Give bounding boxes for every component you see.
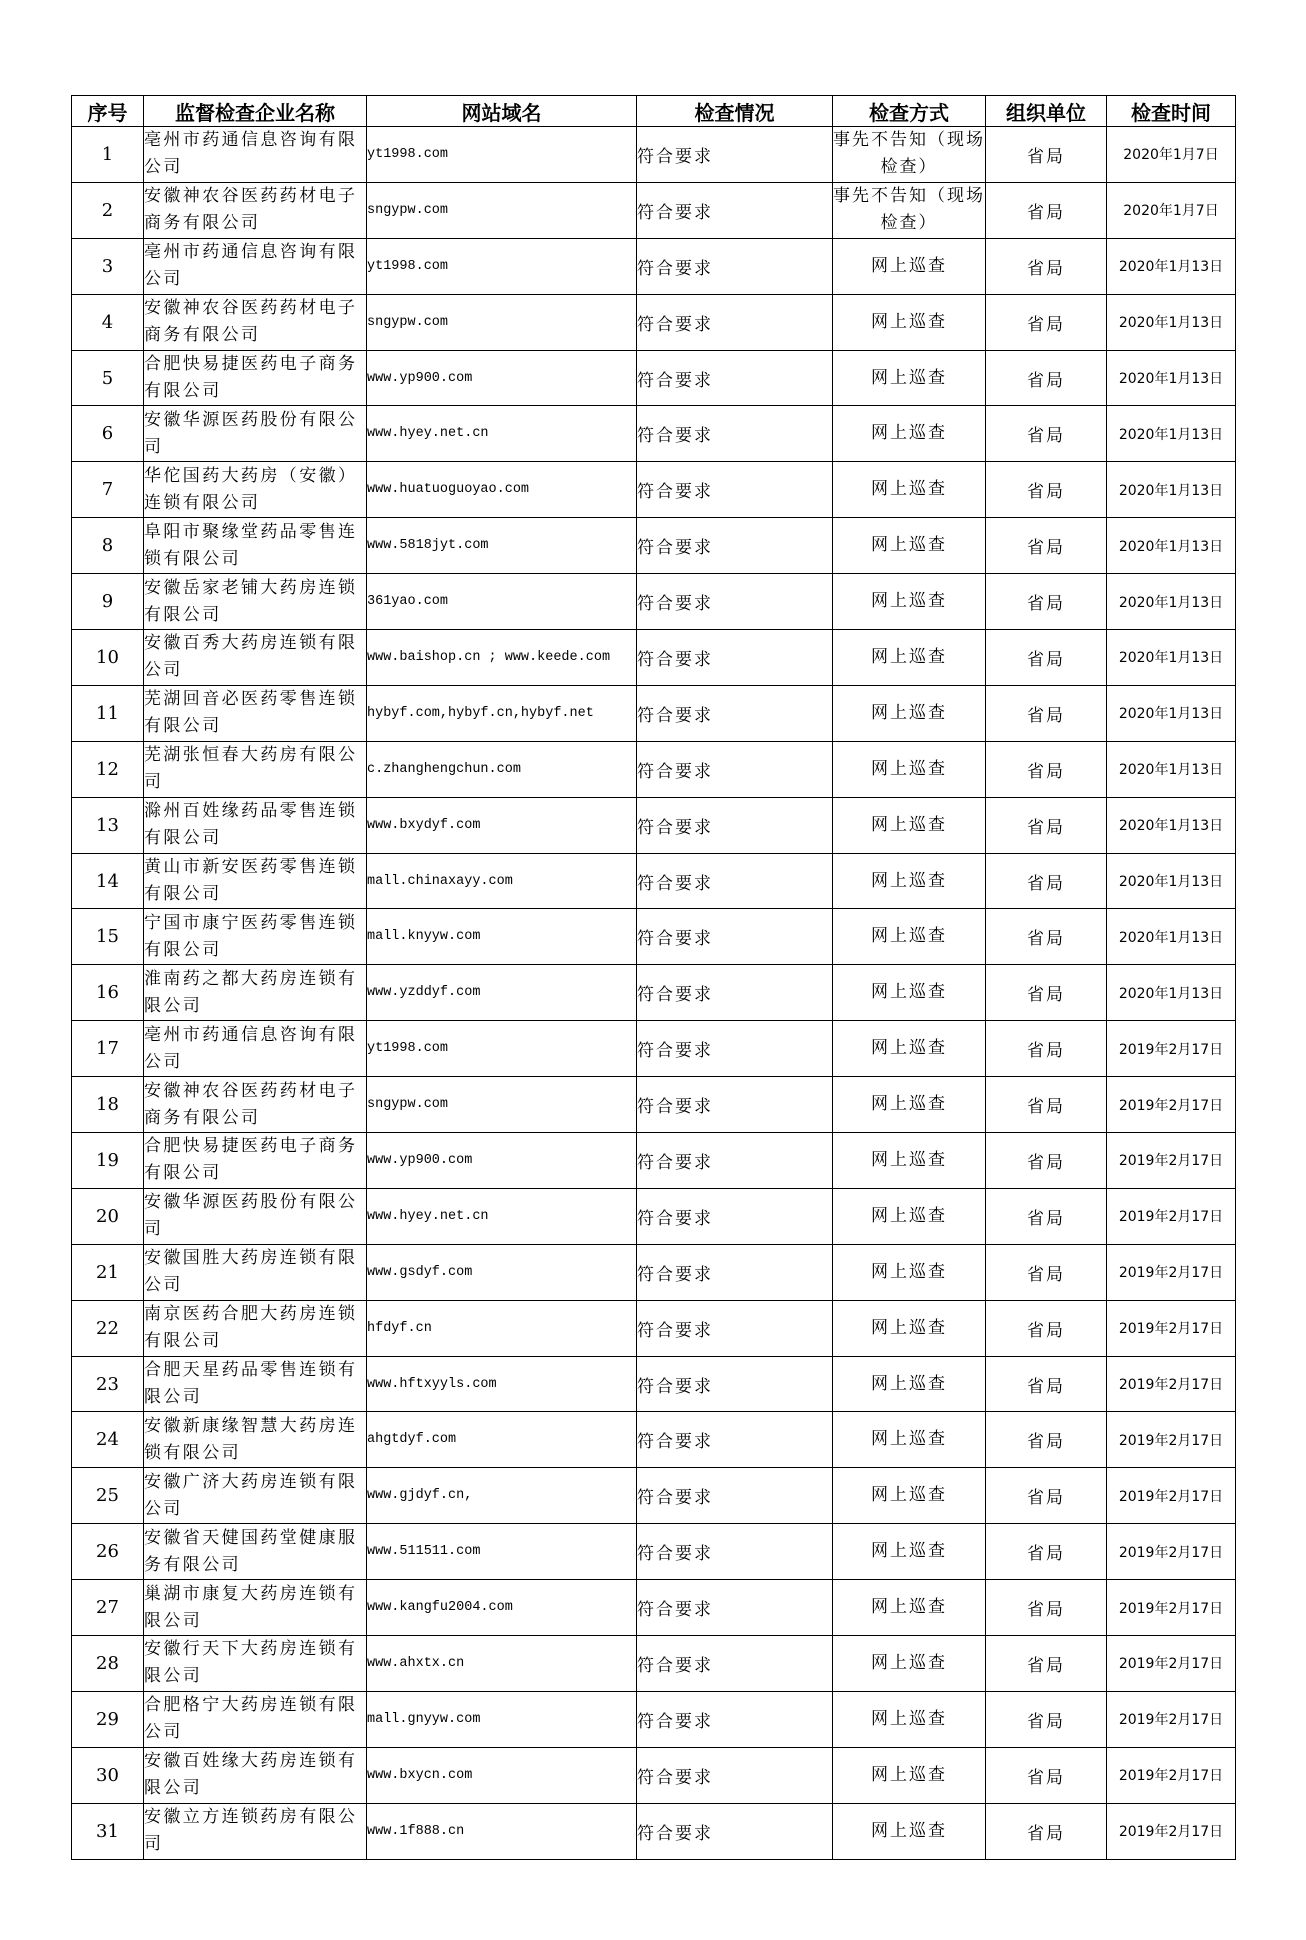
row-number: 28 [72,1636,144,1692]
company-name: 安徽岳家老铺大药房连锁有限公司 [144,574,367,630]
row-number: 20 [72,1188,144,1244]
organizing-unit: 省局 [986,1412,1107,1468]
header-result: 检查情况 [637,96,833,127]
organizing-unit: 省局 [986,741,1107,797]
inspection-result: 符合要求 [637,685,833,741]
inspection-method: 网上巡查 [833,965,986,1021]
inspection-method: 网上巡查 [833,574,986,630]
inspection-result: 符合要求 [637,574,833,630]
inspection-result: 符合要求 [637,182,833,238]
inspection-date: 2020年1月13日 [1107,797,1236,853]
inspection-method: 网上巡查 [833,294,986,350]
website-domain: www.bxycn.com [367,1747,637,1803]
row-number: 4 [72,294,144,350]
website-domain: yt1998.com [367,1021,637,1077]
website-domain: www.hyey.net.cn [367,406,637,462]
website-domain: www.511511.com [367,1524,637,1580]
company-name: 安徽新康缘智慧大药房连锁有限公司 [144,1412,367,1468]
table-row [72,518,1236,574]
inspection-method: 网上巡查 [833,1468,986,1524]
row-number: 27 [72,1580,144,1636]
table-row [72,741,1236,797]
website-domain: www.1f888.cn [367,1803,637,1859]
inspection-method: 网上巡查 [833,1300,986,1356]
table-row [72,1077,1236,1133]
organizing-unit: 省局 [986,1580,1107,1636]
row-number: 16 [72,965,144,1021]
inspection-method: 网上巡查 [833,1691,986,1747]
organizing-unit: 省局 [986,1803,1107,1859]
inspection-result: 符合要求 [637,1524,833,1580]
inspection-method: 网上巡查 [833,1077,986,1133]
inspection-date: 2019年2月17日 [1107,1077,1236,1133]
organizing-unit: 省局 [986,797,1107,853]
row-number: 13 [72,797,144,853]
inspection-result: 符合要求 [637,1747,833,1803]
inspection-date: 2020年1月13日 [1107,406,1236,462]
row-number: 8 [72,518,144,574]
header-company-name: 监督检查企业名称 [144,96,367,127]
organizing-unit: 省局 [986,238,1107,294]
website-domain: sngypw.com [367,294,637,350]
header-domain: 网站域名 [367,96,637,127]
inspection-date: 2020年1月7日 [1107,182,1236,238]
company-name: 华佗国药大药房（安徽）连锁有限公司 [144,462,367,518]
company-name: 安徽省天健国药堂健康服务有限公司 [144,1524,367,1580]
inspection-method: 网上巡查 [833,630,986,686]
row-number: 2 [72,182,144,238]
inspection-date: 2020年1月13日 [1107,685,1236,741]
inspection-result: 符合要求 [637,1021,833,1077]
inspection-result: 符合要求 [637,630,833,686]
website-domain: www.gsdyf.com [367,1244,637,1300]
company-name: 合肥快易捷医药电子商务有限公司 [144,1133,367,1189]
organizing-unit: 省局 [986,350,1107,406]
company-name: 安徽神农谷医药药材电子商务有限公司 [144,182,367,238]
company-name: 芜湖张恒春大药房有限公司 [144,741,367,797]
table-row [72,182,1236,238]
website-domain: ahgtdyf.com [367,1412,637,1468]
table-row [72,1468,1236,1524]
inspection-result: 符合要求 [637,462,833,518]
inspection-result: 符合要求 [637,965,833,1021]
website-domain: c.zhanghengchun.com [367,741,637,797]
website-domain: mall.gnyyw.com [367,1691,637,1747]
inspection-date: 2019年2月17日 [1107,1803,1236,1859]
row-number: 10 [72,630,144,686]
row-number: 1 [72,127,144,183]
row-number: 18 [72,1077,144,1133]
company-name: 南京医药合肥大药房连锁有限公司 [144,1300,367,1356]
organizing-unit: 省局 [986,574,1107,630]
organizing-unit: 省局 [986,127,1107,183]
table-row [72,1188,1236,1244]
organizing-unit: 省局 [986,1691,1107,1747]
header-no: 序号 [72,96,144,127]
row-number: 30 [72,1747,144,1803]
inspection-method: 网上巡查 [833,685,986,741]
table-row [72,574,1236,630]
row-number: 7 [72,462,144,518]
table-row [72,1244,1236,1300]
inspection-method: 网上巡查 [833,853,986,909]
row-number: 11 [72,685,144,741]
table-row [72,797,1236,853]
inspection-method: 网上巡查 [833,350,986,406]
inspection-method: 网上巡查 [833,741,986,797]
inspection-result: 符合要求 [637,1580,833,1636]
company-name: 安徽立方连锁药房有限公司 [144,1803,367,1859]
inspection-date: 2020年1月13日 [1107,574,1236,630]
company-name: 亳州市药通信息咨询有限公司 [144,1021,367,1077]
table-row [72,1021,1236,1077]
row-number: 6 [72,406,144,462]
organizing-unit: 省局 [986,1356,1107,1412]
inspection-method: 网上巡查 [833,797,986,853]
organizing-unit: 省局 [986,1021,1107,1077]
header-date: 检查时间 [1107,96,1236,127]
inspection-result: 符合要求 [637,1188,833,1244]
website-domain: www.kangfu2004.com [367,1580,637,1636]
inspection-method: 网上巡查 [833,406,986,462]
inspection-result: 符合要求 [637,1803,833,1859]
organizing-unit: 省局 [986,1300,1107,1356]
inspection-result: 符合要求 [637,1636,833,1692]
website-domain: www.hyey.net.cn [367,1188,637,1244]
inspection-method: 网上巡查 [833,1636,986,1692]
inspection-method: 网上巡查 [833,462,986,518]
inspection-method: 网上巡查 [833,1356,986,1412]
inspection-method: 网上巡查 [833,1524,986,1580]
website-domain: sngypw.com [367,182,637,238]
company-name: 淮南药之都大药房连锁有限公司 [144,965,367,1021]
website-domain: yt1998.com [367,238,637,294]
inspection-result: 符合要求 [637,909,833,965]
inspection-result: 符合要求 [637,1133,833,1189]
row-number: 21 [72,1244,144,1300]
website-domain: www.bxydyf.com [367,797,637,853]
company-name: 阜阳市聚缘堂药品零售连锁有限公司 [144,518,367,574]
inspection-date: 2019年2月17日 [1107,1747,1236,1803]
website-domain: hfdyf.cn [367,1300,637,1356]
website-domain: www.yp900.com [367,350,637,406]
organizing-unit: 省局 [986,1077,1107,1133]
website-domain: sngypw.com [367,1077,637,1133]
website-domain: hybyf.com,hybyf.cn,hybyf.net [367,685,637,741]
table-row [72,1412,1236,1468]
inspection-result: 符合要求 [637,797,833,853]
organizing-unit: 省局 [986,685,1107,741]
organizing-unit: 省局 [986,518,1107,574]
inspection-date: 2019年2月17日 [1107,1580,1236,1636]
website-domain: mall.knyyw.com [367,909,637,965]
company-name: 合肥天星药品零售连锁有限公司 [144,1356,367,1412]
company-name: 安徽广济大药房连锁有限公司 [144,1468,367,1524]
inspection-method: 事先不告知（现场检查） [833,182,986,238]
row-number: 29 [72,1691,144,1747]
inspection-result: 符合要求 [637,406,833,462]
organizing-unit: 省局 [986,1244,1107,1300]
row-number: 19 [72,1133,144,1189]
website-domain: mall.chinaxayy.com [367,853,637,909]
inspection-date: 2019年2月17日 [1107,1300,1236,1356]
inspection-date: 2020年1月13日 [1107,909,1236,965]
inspection-result: 符合要求 [637,127,833,183]
organizing-unit: 省局 [986,1468,1107,1524]
website-domain: www.huatuoguoyao.com [367,462,637,518]
website-domain: www.ahxtx.cn [367,1636,637,1692]
inspection-date: 2019年2月17日 [1107,1021,1236,1077]
inspection-date: 2019年2月17日 [1107,1691,1236,1747]
inspection-result: 符合要求 [637,1077,833,1133]
table-row [72,1580,1236,1636]
row-number: 23 [72,1356,144,1412]
row-number: 24 [72,1412,144,1468]
company-name: 安徽神农谷医药药材电子商务有限公司 [144,294,367,350]
inspection-date: 2020年1月13日 [1107,462,1236,518]
row-number: 26 [72,1524,144,1580]
table-row [72,853,1236,909]
website-domain: www.baishop.cn ; www.keede.com [367,630,637,686]
table-row [72,1356,1236,1412]
row-number: 31 [72,1803,144,1859]
table-row [72,1636,1236,1692]
inspection-result: 符合要求 [637,238,833,294]
organizing-unit: 省局 [986,1133,1107,1189]
inspection-method: 网上巡查 [833,1747,986,1803]
inspection-table [71,95,1236,1860]
company-name: 亳州市药通信息咨询有限公司 [144,127,367,183]
organizing-unit: 省局 [986,406,1107,462]
inspection-date: 2019年2月17日 [1107,1356,1236,1412]
table-row [72,909,1236,965]
inspection-method: 网上巡查 [833,1580,986,1636]
company-name: 巢湖市康复大药房连锁有限公司 [144,1580,367,1636]
inspection-result: 符合要求 [637,1468,833,1524]
website-domain: www.yp900.com [367,1133,637,1189]
company-name: 安徽华源医药股份有限公司 [144,406,367,462]
website-domain: www.gjdyf.cn, [367,1468,637,1524]
inspection-date: 2020年1月13日 [1107,238,1236,294]
inspection-method: 网上巡查 [833,1244,986,1300]
table-row [72,127,1236,183]
inspection-result: 符合要求 [637,1300,833,1356]
table-row [72,406,1236,462]
inspection-date: 2020年1月13日 [1107,350,1236,406]
organizing-unit: 省局 [986,1636,1107,1692]
inspection-date: 2019年2月17日 [1107,1636,1236,1692]
inspection-date: 2019年2月17日 [1107,1133,1236,1189]
row-number: 17 [72,1021,144,1077]
inspection-method: 网上巡查 [833,1803,986,1859]
inspection-method: 网上巡查 [833,1412,986,1468]
inspection-date: 2019年2月17日 [1107,1468,1236,1524]
inspection-method: 网上巡查 [833,909,986,965]
inspection-method: 网上巡查 [833,1133,986,1189]
table-row [72,1300,1236,1356]
inspection-result: 符合要求 [637,1244,833,1300]
organizing-unit: 省局 [986,909,1107,965]
inspection-result: 符合要求 [637,1691,833,1747]
company-name: 安徽国胜大药房连锁有限公司 [144,1244,367,1300]
inspection-method: 网上巡查 [833,518,986,574]
company-name: 黄山市新安医药零售连锁有限公司 [144,853,367,909]
company-name: 安徽华源医药股份有限公司 [144,1188,367,1244]
table-row [72,630,1236,686]
organizing-unit: 省局 [986,965,1107,1021]
row-number: 9 [72,574,144,630]
organizing-unit: 省局 [986,1188,1107,1244]
organizing-unit: 省局 [986,182,1107,238]
website-domain: www.hftxyyls.com [367,1356,637,1412]
row-number: 25 [72,1468,144,1524]
inspection-result: 符合要求 [637,350,833,406]
inspection-date: 2019年2月17日 [1107,1244,1236,1300]
website-domain: yt1998.com [367,127,637,183]
inspection-method: 网上巡查 [833,238,986,294]
table-row [72,462,1236,518]
company-name: 合肥快易捷医药电子商务有限公司 [144,350,367,406]
inspection-result: 符合要求 [637,853,833,909]
inspection-date: 2020年1月13日 [1107,741,1236,797]
inspection-date: 2020年1月13日 [1107,518,1236,574]
website-domain: 361yao.com [367,574,637,630]
header-org-unit: 组织单位 [986,96,1107,127]
inspection-result: 符合要求 [637,294,833,350]
company-name: 安徽行天下大药房连锁有限公司 [144,1636,367,1692]
inspection-method: 网上巡查 [833,1021,986,1077]
row-number: 15 [72,909,144,965]
organizing-unit: 省局 [986,853,1107,909]
table-row [72,294,1236,350]
table-row [72,1747,1236,1803]
table-row [72,350,1236,406]
inspection-date: 2020年1月13日 [1107,630,1236,686]
company-name: 安徽神农谷医药药材电子商务有限公司 [144,1077,367,1133]
company-name: 合肥格宁大药房连锁有限公司 [144,1691,367,1747]
table-row [72,1691,1236,1747]
row-number: 22 [72,1300,144,1356]
table-row [72,238,1236,294]
table-row [72,1524,1236,1580]
table-row [72,685,1236,741]
website-domain: www.yzddyf.com [367,965,637,1021]
inspection-result: 符合要求 [637,518,833,574]
row-number: 14 [72,853,144,909]
company-name: 宁国市康宁医药零售连锁有限公司 [144,909,367,965]
inspection-date: 2019年2月17日 [1107,1524,1236,1580]
company-name: 滁州百姓缘药品零售连锁有限公司 [144,797,367,853]
table-row [72,965,1236,1021]
row-number: 12 [72,741,144,797]
table-row [72,1803,1236,1859]
row-number: 5 [72,350,144,406]
header-row [72,96,1236,127]
inspection-date: 2020年1月13日 [1107,294,1236,350]
company-name: 芜湖回音必医药零售连锁有限公司 [144,685,367,741]
inspection-date: 2020年1月13日 [1107,853,1236,909]
organizing-unit: 省局 [986,1524,1107,1580]
inspection-date: 2020年1月13日 [1107,965,1236,1021]
organizing-unit: 省局 [986,630,1107,686]
inspection-method: 网上巡查 [833,1188,986,1244]
row-number: 3 [72,238,144,294]
organizing-unit: 省局 [986,1747,1107,1803]
inspection-date: 2020年1月7日 [1107,127,1236,183]
inspection-result: 符合要求 [637,1356,833,1412]
inspection-result: 符合要求 [637,1412,833,1468]
organizing-unit: 省局 [986,294,1107,350]
organizing-unit: 省局 [986,462,1107,518]
inspection-date: 2019年2月17日 [1107,1412,1236,1468]
inspection-method: 事先不告知（现场检查） [833,127,986,183]
inspection-result: 符合要求 [637,741,833,797]
company-name: 安徽百姓缘大药房连锁有限公司 [144,1747,367,1803]
table-row [72,1133,1236,1189]
company-name: 亳州市药通信息咨询有限公司 [144,238,367,294]
website-domain: www.5818jyt.com [367,518,637,574]
inspection-date: 2019年2月17日 [1107,1188,1236,1244]
company-name: 安徽百秀大药房连锁有限公司 [144,630,367,686]
header-method: 检查方式 [833,96,986,127]
